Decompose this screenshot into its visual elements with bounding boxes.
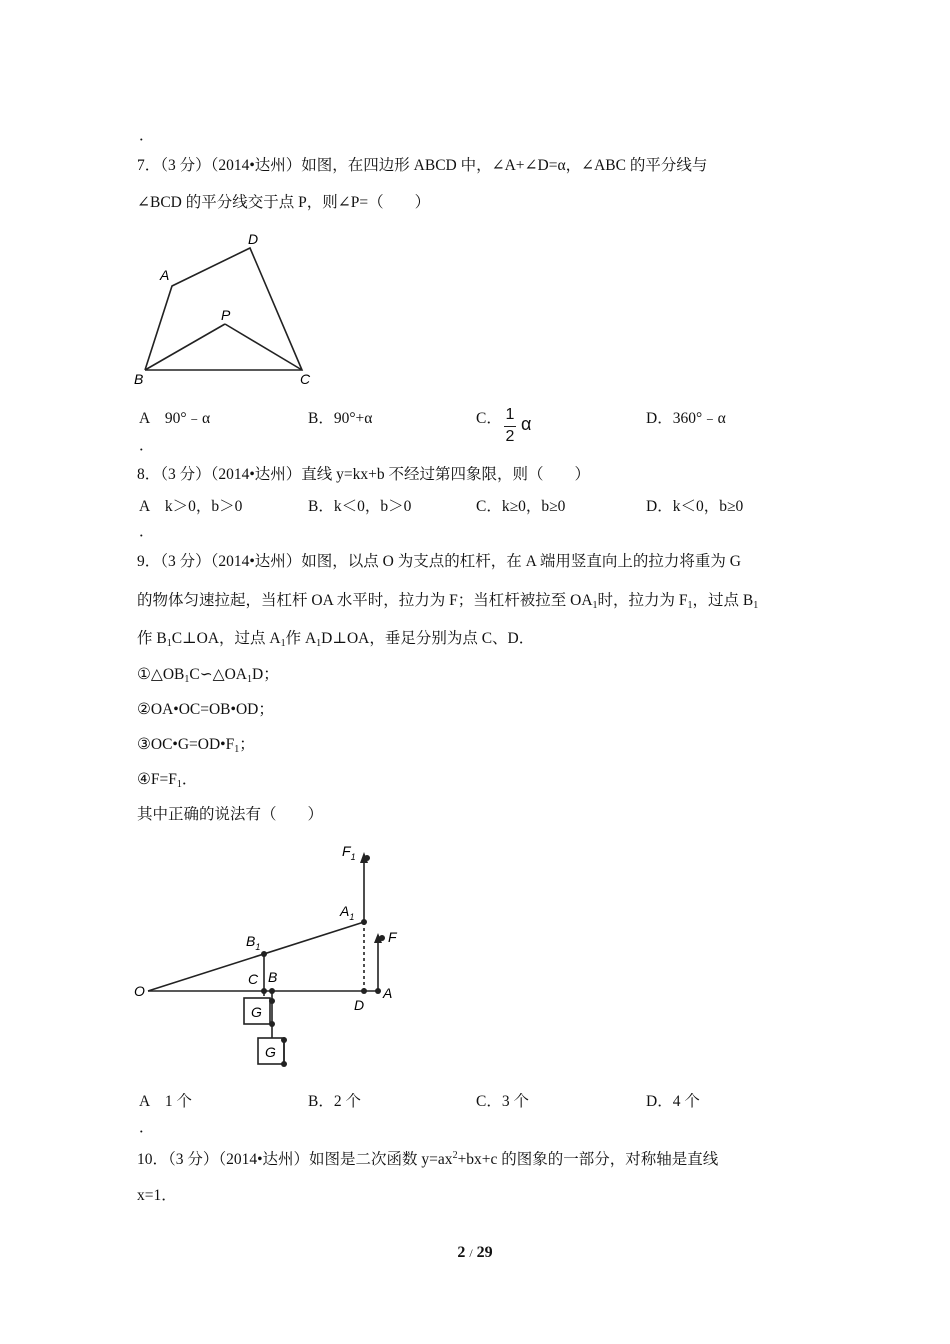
q9-label-a: A xyxy=(383,985,393,1001)
q8-dot: ． xyxy=(139,524,155,540)
q9-line-3: 作 $B_1C\perp OA$，过点 $A_1$作 $A_1D\perp OA$，垂足分别为点 C、D． xyxy=(137,630,535,649)
q7-quadrilateral-figure xyxy=(130,226,330,394)
q9-statement-2: ②OA•OC=OB•OD； xyxy=(137,701,274,718)
q9-label-b: B xyxy=(268,969,278,985)
q7-frac-alpha: α xyxy=(521,414,532,434)
q9-dot: ． xyxy=(139,1120,155,1136)
page-number: 2 / 29 xyxy=(457,1244,493,1261)
q7-option-c-prefix: C． xyxy=(476,410,502,427)
q9-line-2: 的物体匀速拉起，当杠杆 OA 水平时，拉力为 F；当杠杆被拉至 $OA_1$时，拉力为 $F_1$，过点 $B_1$ xyxy=(137,592,759,611)
q9-point-a1 xyxy=(361,919,367,925)
q9-point-f1 xyxy=(364,855,370,861)
q7-option-a: A 90°﹣α xyxy=(139,410,211,427)
q7-dot: ． xyxy=(139,438,155,454)
q8-option-b: B．k＜0，b＞0 xyxy=(308,498,412,515)
q9-point-g-lower-b xyxy=(281,1061,287,1067)
q9-point-d xyxy=(361,988,367,994)
q9-label-b1: $B_1$ xyxy=(246,933,261,952)
q9-point-g-upper xyxy=(269,998,275,1004)
q9-point-g-lower xyxy=(281,1037,287,1043)
q7-line-2: ∠BCD 的平分线交于点 P，则∠P=（ ） xyxy=(137,194,431,211)
q9-label-f1: $F_1$ xyxy=(342,843,356,862)
q9-label-o: O xyxy=(134,983,145,999)
q8-option-c: C．k≥0，b≥0 xyxy=(476,498,566,515)
q7-frac-denominator: 2 xyxy=(505,428,515,445)
q7-line-1: 7．（3 分）（2014•达州）如图，在四边形 ABCD 中，∠A+∠D=α，∠ABC 的平分线与 xyxy=(137,157,708,174)
top-dot: ． xyxy=(139,128,155,144)
q9-lever-figure xyxy=(130,836,420,1074)
q9-label-g-lower: G xyxy=(265,1044,276,1060)
q7-label-c: C xyxy=(300,371,311,387)
q9-label-f: F xyxy=(388,929,397,945)
q9-line-1: 9．（3 分）（2014•达州）如图，以点 O 为支点的杠杆，在 A 端用竖直向上的拉力将重为 G xyxy=(137,553,741,570)
q9-option-b: B．2 个 xyxy=(308,1093,361,1110)
q9-statement-4: $④F=F_1$． xyxy=(137,771,198,790)
q7-label-p: P xyxy=(221,307,231,323)
q9-label-g-upper: G xyxy=(251,1004,262,1020)
q7-label-a: A xyxy=(160,267,170,283)
q7-bisector-c xyxy=(225,324,302,370)
q9-statement-3: $③OC•G=OD•F_1$； xyxy=(137,736,255,755)
q9-option-d: D．4 个 xyxy=(646,1093,700,1110)
q9-statement-1: $①\triangle OB_1C∽\triangle OA_1D$； xyxy=(137,666,279,685)
q9-point-f xyxy=(379,935,385,941)
q9-option-a: A 1 个 xyxy=(139,1093,192,1110)
q9-point-a xyxy=(375,988,381,994)
q7-frac-bar xyxy=(504,426,516,427)
q9-point-g-upper-b xyxy=(269,1021,275,1027)
q9-label-a1: $A_1$ xyxy=(340,903,355,922)
q7-option-b: B．90°+α xyxy=(308,410,373,427)
q7-option-d: D．360°﹣α xyxy=(646,410,726,427)
q9-label-c: C xyxy=(248,971,259,987)
q8-option-d: D．k＜0，b≥0 xyxy=(646,498,744,515)
q8-option-a: A k＞0，b＞0 xyxy=(139,498,243,515)
q9-point-b1 xyxy=(261,951,267,957)
q7-frac-numerator: 1 xyxy=(505,406,515,423)
q10-line-2: x=1． xyxy=(137,1187,177,1204)
q9-point-c xyxy=(261,988,267,994)
q9-option-c: C．3 个 xyxy=(476,1093,529,1110)
q7-label-d: D xyxy=(248,231,259,247)
q10-line-1: 10．（3 分）（2014•达州）如图是二次函数 $y=ax^2+bx+c$ 的图象的一部分，对称轴是直线 xyxy=(137,1150,719,1168)
q9-point-b xyxy=(269,988,275,994)
q8-line: 8．（3 分）（2014•达州）直线 y=kx+b 不经过第四象限，则（ ） xyxy=(137,466,591,483)
q9-label-d: D xyxy=(354,997,365,1013)
q7-label-b: B xyxy=(134,371,144,387)
q7-option-c-fraction xyxy=(503,406,539,450)
q9-question: 其中正确的说法有（ ） xyxy=(137,806,324,823)
